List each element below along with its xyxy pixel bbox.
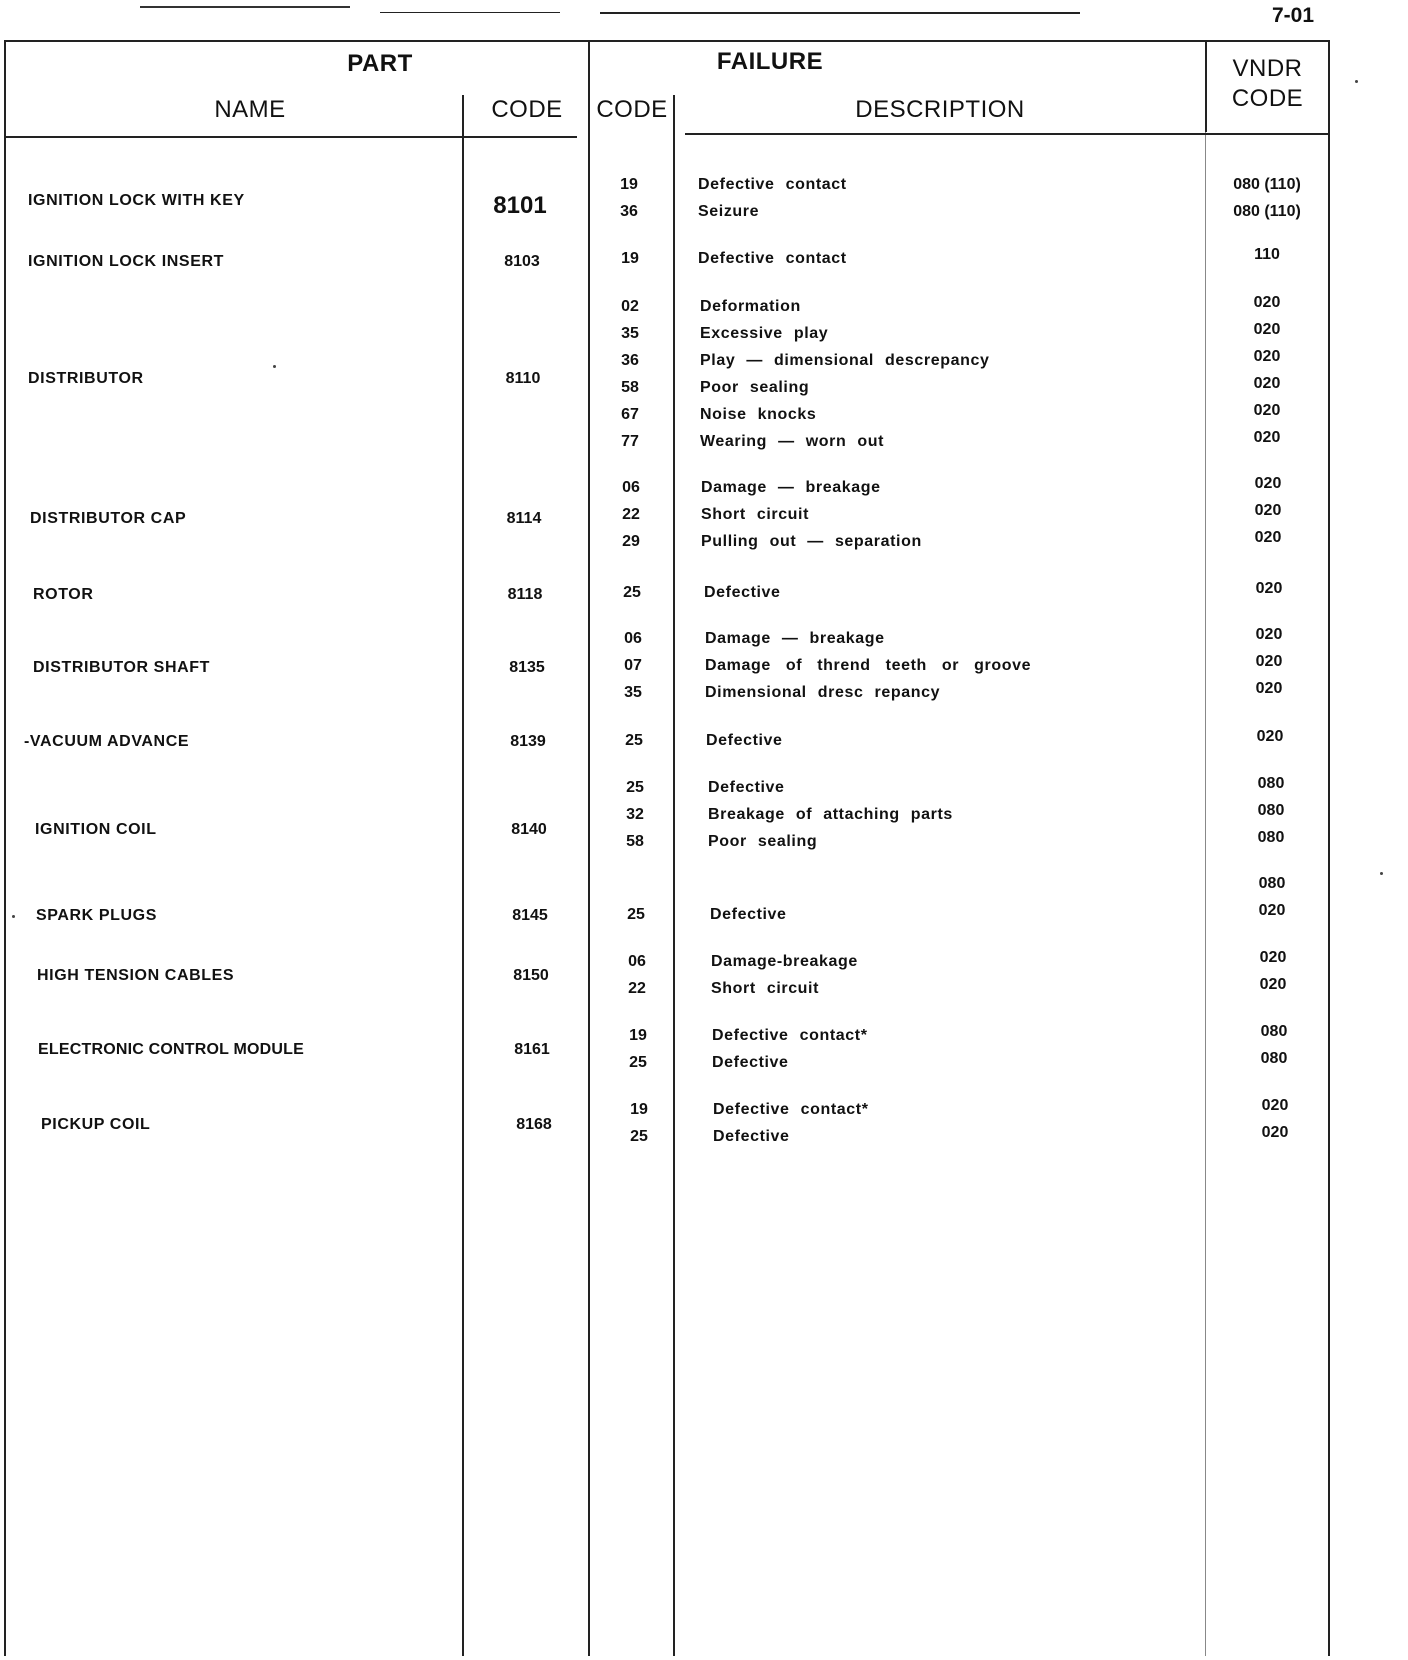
vendor-code: 020 [1253, 348, 1281, 365]
part-name: SPARK PLUGS [36, 907, 157, 924]
failure-description: Breakage of attaching parts [708, 806, 953, 823]
part-name: DISTRIBUTOR SHAFT [33, 659, 211, 676]
failure-code: 06 [628, 953, 646, 970]
part-name: HIGH TENSION CABLES [37, 967, 235, 984]
failure-description: Damage of thrend teeth or groove [705, 657, 1032, 674]
failure-code: 19 [630, 1101, 648, 1118]
failure-description: Dimensional dresc repancy [705, 684, 941, 701]
part-name: ELECTRONIC CONTROL MODULE [38, 1041, 305, 1058]
failure-code: 06 [624, 630, 642, 647]
vendor-code: 020 [1261, 1124, 1289, 1141]
part-name: -VACUUM ADVANCE [24, 733, 190, 750]
failure-row [0, 529, 1408, 560]
vendor-code: 080 [1257, 829, 1285, 846]
part-code: 8139 [510, 733, 546, 750]
failure-row [0, 653, 1408, 684]
failure-description: Noise knocks [700, 406, 817, 423]
vendor-code: 020 [1255, 680, 1283, 697]
header-part: PART [347, 50, 413, 77]
failure-row [0, 775, 1408, 806]
part-code: 8135 [509, 659, 545, 676]
vendor-code: 080 (110) [1233, 176, 1301, 193]
failure-description: Short circuit [701, 506, 810, 523]
header-failure-code: CODE [596, 96, 668, 123]
part-code: 8140 [511, 821, 547, 838]
part-name: ROTOR [33, 586, 94, 603]
failure-code: 19 [620, 176, 638, 193]
failure-description: Defective contact* [712, 1027, 868, 1044]
scan-speck [1380, 872, 1383, 875]
failure-code: 07 [624, 657, 642, 674]
failure-row [0, 680, 1408, 711]
header-part-code: CODE [491, 96, 563, 123]
vendor-code: 020 [1253, 294, 1281, 311]
part-name: IGNITION COIL [35, 821, 157, 838]
failure-description: Deformation [700, 298, 801, 315]
failure-code: 35 [621, 325, 639, 342]
failure-row [0, 502, 1408, 533]
failure-code: 58 [626, 833, 644, 850]
header-vendor-line2: CODE [1231, 85, 1304, 112]
vendor-code: 080 [1257, 775, 1285, 792]
scan-speck [12, 915, 15, 918]
scan-speck [273, 365, 276, 368]
top-rule [140, 6, 350, 8]
header-vendor-code [1205, 54, 1330, 114]
part-code: 8114 [506, 510, 542, 527]
vendor-code: 020 [1253, 375, 1281, 392]
part-name: PICKUP COIL [41, 1116, 151, 1133]
vendor-code: 020 [1261, 1097, 1289, 1114]
failure-row [0, 875, 1408, 906]
failure-description: Defective contact [698, 250, 847, 267]
vendor-code: 080 [1260, 1050, 1288, 1067]
part-code: 8145 [512, 907, 548, 924]
part-name: DISTRIBUTOR CAP [30, 510, 187, 527]
failure-row [0, 475, 1408, 506]
vendor-code: 020 [1255, 580, 1283, 597]
scan-speck [1355, 80, 1358, 83]
header-part-name: NAME [214, 96, 286, 123]
part-code: 8161 [514, 1041, 550, 1058]
part-code: 8103 [504, 253, 540, 270]
part-code: 8101 [493, 192, 547, 219]
vendor-code: 020 [1258, 902, 1286, 919]
failure-code: 06 [622, 479, 640, 496]
page-number: 7-01 [1272, 4, 1315, 27]
vendor-code: 020 [1255, 626, 1283, 643]
failure-description: Damage — breakage [701, 479, 881, 496]
failure-row [0, 728, 1408, 759]
failure-description: Defective contact [698, 176, 847, 193]
vendor-code: 020 [1254, 502, 1282, 519]
failure-code: 22 [628, 980, 646, 997]
failure-row [0, 902, 1408, 933]
failure-row [0, 1050, 1408, 1081]
failure-row [0, 580, 1408, 611]
part-name: IGNITION LOCK INSERT [28, 253, 224, 270]
part-code: 8110 [505, 370, 541, 387]
failure-code: 19 [621, 250, 639, 267]
failure-code: 25 [623, 584, 641, 601]
failure-code: 19 [629, 1027, 647, 1044]
vendor-code: 080 [1258, 875, 1286, 892]
failure-row [0, 949, 1408, 980]
failure-code: 36 [620, 203, 638, 220]
vendor-code: 020 [1255, 653, 1283, 670]
failure-row [0, 1023, 1408, 1054]
part-name: IGNITION LOCK WITH KEY [28, 192, 245, 209]
part-code: 8150 [513, 967, 549, 984]
failure-description: Defective [706, 732, 783, 749]
header-rule [685, 133, 1330, 135]
failure-description: Play — dimensional descrepancy [700, 352, 990, 369]
header-rule [4, 136, 577, 138]
failure-description: Defective [708, 779, 785, 796]
failure-row [0, 321, 1408, 352]
failure-row [0, 1097, 1408, 1128]
vendor-code: 020 [1256, 728, 1284, 745]
part-code: 8168 [516, 1116, 552, 1133]
vendor-code: 020 [1253, 321, 1281, 338]
vendor-code: 110 [1254, 246, 1280, 263]
failure-row [0, 429, 1408, 460]
failure-row [0, 348, 1408, 379]
part-code: 8118 [507, 586, 543, 603]
failure-row [0, 203, 1408, 230]
vendor-code: 020 [1259, 976, 1287, 993]
vendor-code: 020 [1259, 949, 1287, 966]
vendor-code: 080 [1257, 802, 1285, 819]
failure-description: Damage — breakage [705, 630, 885, 647]
failure-description: Wearing — worn out [700, 433, 885, 450]
failure-code: 25 [626, 779, 644, 796]
vendor-code: 020 [1254, 529, 1282, 546]
failure-code: 25 [625, 732, 643, 749]
failure-code: 25 [629, 1054, 647, 1071]
failure-code: 67 [621, 406, 639, 423]
vendor-code: 020 [1254, 475, 1282, 492]
failure-description: Defective [704, 584, 781, 601]
failure-code: 36 [621, 352, 639, 369]
top-rule [380, 12, 560, 13]
part-name: DISTRIBUTOR [28, 370, 144, 387]
failure-code: 58 [621, 379, 639, 396]
header-vendor-line1: VNDR [1232, 55, 1303, 82]
failure-row [0, 294, 1408, 325]
failure-description: Defective [710, 906, 787, 923]
failure-row [0, 176, 1408, 203]
failure-code: 22 [622, 506, 640, 523]
failure-description: Defective contact* [713, 1101, 869, 1118]
failure-row [0, 246, 1408, 277]
header-failure-description: DESCRIPTION [855, 96, 1025, 123]
failure-description: Pulling out — separation [701, 533, 922, 550]
failure-description: Short circuit [711, 980, 820, 997]
failure-code: 29 [622, 533, 640, 550]
failure-description: Seizure [698, 203, 760, 220]
failure-row [0, 976, 1408, 1007]
vendor-code: 080 (110) [1233, 203, 1301, 220]
failure-description: Poor sealing [700, 379, 810, 396]
top-rule [600, 12, 1080, 14]
failure-description: Damage-breakage [711, 953, 858, 970]
failure-description: Poor sealing [708, 833, 818, 850]
vendor-code: 020 [1253, 402, 1281, 419]
vendor-code: 080 [1260, 1023, 1288, 1040]
failure-code: 32 [626, 806, 644, 823]
failure-code: 35 [624, 684, 642, 701]
failure-row [0, 802, 1408, 833]
failure-description: Excessive play [700, 325, 829, 342]
header-failure: FAILURE [716, 48, 824, 75]
failure-code: 25 [627, 906, 645, 923]
vendor-code: 020 [1253, 429, 1281, 446]
failure-code: 25 [630, 1128, 648, 1145]
failure-row [0, 626, 1408, 657]
failure-code: 02 [621, 298, 639, 315]
failure-description: Defective [712, 1054, 789, 1071]
failure-code: 77 [621, 433, 639, 450]
failure-row [0, 402, 1408, 433]
failure-description: Defective [713, 1128, 790, 1145]
